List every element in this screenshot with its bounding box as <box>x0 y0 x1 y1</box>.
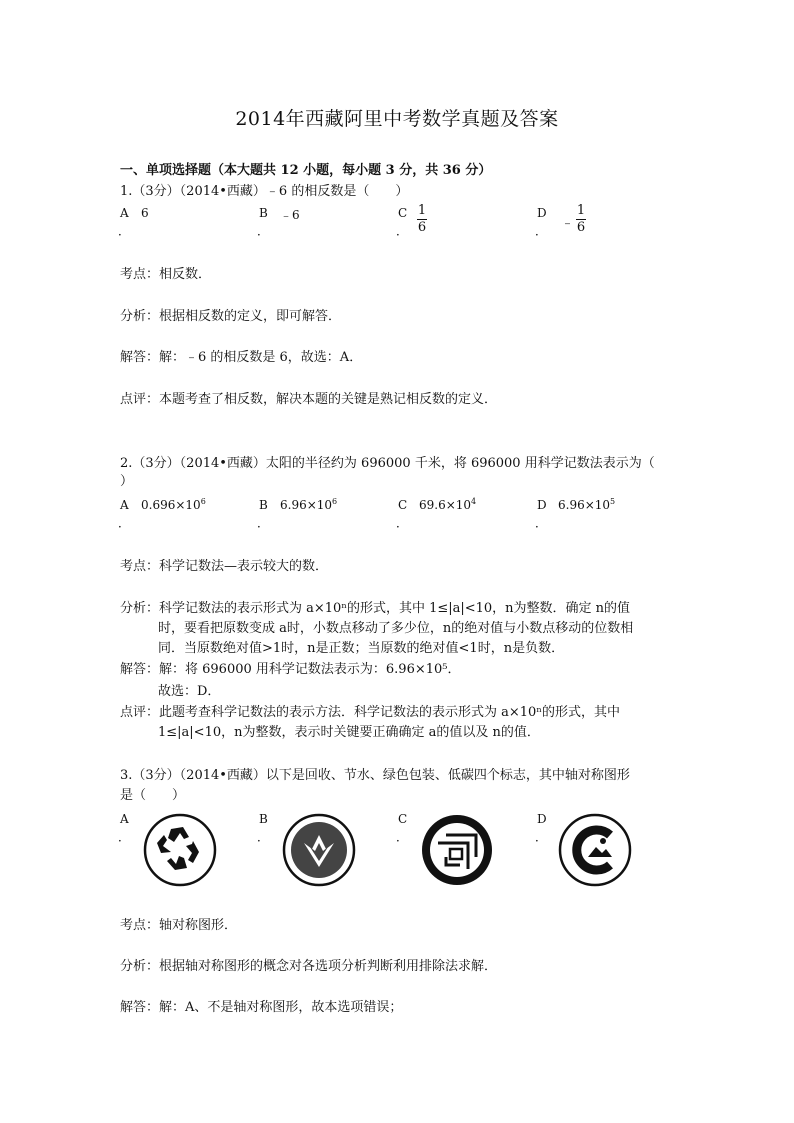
q2-option-d-letter: D <box>537 498 547 512</box>
q1-option-d-letter: D <box>537 206 547 220</box>
q2-stem-line1: 2.（3分）（2014•西藏）太阳的半径约为 696000 千米，将 696000 用科学记数法表示为（ <box>120 456 655 471</box>
q1-option-c-numerator: 1 <box>417 203 427 218</box>
q2-option-c-letter: C <box>398 498 408 512</box>
q3-option-d-dot: ． <box>535 830 548 844</box>
q2-jieda-line2: 故选：D． <box>158 684 221 699</box>
q3-option-a-letter: A <box>120 812 129 826</box>
section-heading: 一、单项选择题（本大题共 12 小题，每小题 3 分，共 36 分） <box>120 163 492 178</box>
q1-option-b-letter: B <box>259 206 268 220</box>
q3-option-a-dot: ． <box>118 830 131 844</box>
q2-option-a-dot: ． <box>118 516 131 530</box>
q3-option-b-dot: ． <box>257 830 270 844</box>
q1-option-a-value: 6 <box>141 206 149 220</box>
q2-option-a-value: $0.696\times 10^6$ <box>141 497 206 512</box>
q2-option-a-letter: A <box>120 498 129 512</box>
q3-stem-line1: 3.（3分）（2014•西藏）以下是回收、节水、绿色包装、低碳四个标志，其中轴对称图形 <box>120 768 630 783</box>
q2-option-d-value: $6.96\times 10^5$ <box>558 497 616 512</box>
q1-dianping: 点评：本题考查了相反数，解决本题的关键是熟记相反数的定义． <box>120 392 498 407</box>
page-title: 2014年西藏阿里中考数学真题及答案 <box>235 108 559 130</box>
q2-kaodian: 考点：科学记数法—表示较大的数． <box>120 559 329 574</box>
q3-kaodian: 考点：轴对称图形． <box>120 918 238 933</box>
q1-option-c-letter: C <box>398 206 408 220</box>
q2-option-b-dot: ． <box>257 516 270 530</box>
q2-option-c-dot: ． <box>396 516 409 530</box>
q1-option-c-dot: ． <box>396 224 409 238</box>
q1-option-b-dot: ． <box>257 224 270 238</box>
q2-option-c-value: $69.6\times 10^4$ <box>419 497 477 512</box>
green-packaging-logo-icon <box>420 813 494 887</box>
q3-stem-line2: 是（ ） <box>120 788 186 803</box>
q2-dianping-line2: 1≤|a|<10，n为整数，表示时关键要正确确定 a的值以及 n的值． <box>158 725 540 740</box>
q2-option-d-dot: ． <box>535 516 548 530</box>
q1-option-b-value: ﹣6 <box>280 208 300 222</box>
q3-option-b-letter: B <box>259 812 268 826</box>
water-saving-logo-icon <box>282 813 356 887</box>
q1-option-c-denominator: 6 <box>417 220 427 235</box>
q3-option-d-letter: D <box>537 812 547 826</box>
q1-option-a-letter: A <box>120 206 129 220</box>
q2-fenxi-line2: 时，要看把原数变成 a时，小数点移动了多少位，n的绝对值与小数点移动的位数相 <box>158 621 634 636</box>
q1-option-d-dot: ． <box>535 224 548 238</box>
q1-option-c-fraction <box>417 204 427 235</box>
q2-option-b-value: $6.96\times 10^6$ <box>280 497 338 512</box>
q3-option-c-dot: ． <box>396 830 409 844</box>
q2-stem-line2: ） <box>120 474 134 489</box>
q1-fenxi: 分析：根据相反数的定义，即可解答． <box>120 309 342 324</box>
low-carbon-logo-icon <box>558 813 632 887</box>
q3-jieda: 解答：解：A、不是轴对称图形，故本选项错误； <box>120 1000 403 1015</box>
q2-fenxi-line3: 同．当原数绝对值>1时，n是正数；当原数的绝对值<1时，n是负数． <box>158 641 565 656</box>
q1-option-d-numerator: 1 <box>576 203 586 218</box>
q1-option-a-dot: ． <box>118 224 131 238</box>
q2-jieda-line1: 解答：解：将 696000 用科学记数法表示为：6.96×10⁵． <box>120 662 461 677</box>
q3-fenxi: 分析：根据轴对称图形的概念对各选项分析判断利用排除法求解． <box>120 959 498 974</box>
q1-jieda: 解答：解：﹣6 的相反数是 6，故选：A． <box>120 350 363 365</box>
q2-fenxi-line1: 分析：科学记数法的表示形式为 a×10ⁿ的形式，其中 1≤|a|<10，n为整数．确定 n的值 <box>120 601 631 616</box>
q3-option-c-letter: C <box>398 812 408 826</box>
q1-option-d-denominator: 6 <box>576 220 586 235</box>
q2-dianping-line1: 点评：此题考查科学记数法的表示方法．科学记数法的表示形式为 a×10ⁿ的形式，其中 <box>120 705 620 720</box>
q1-option-d-sign: ﹣ <box>561 216 575 231</box>
q1-option-d-fraction <box>576 204 586 235</box>
q1-kaodian: 考点：相反数． <box>120 267 212 282</box>
q2-option-b-letter: B <box>259 498 268 512</box>
q1-stem: 1.（3分）（2014•西藏）﹣6 的相反数是（ ） <box>120 184 409 199</box>
recycle-logo-icon <box>143 813 217 887</box>
